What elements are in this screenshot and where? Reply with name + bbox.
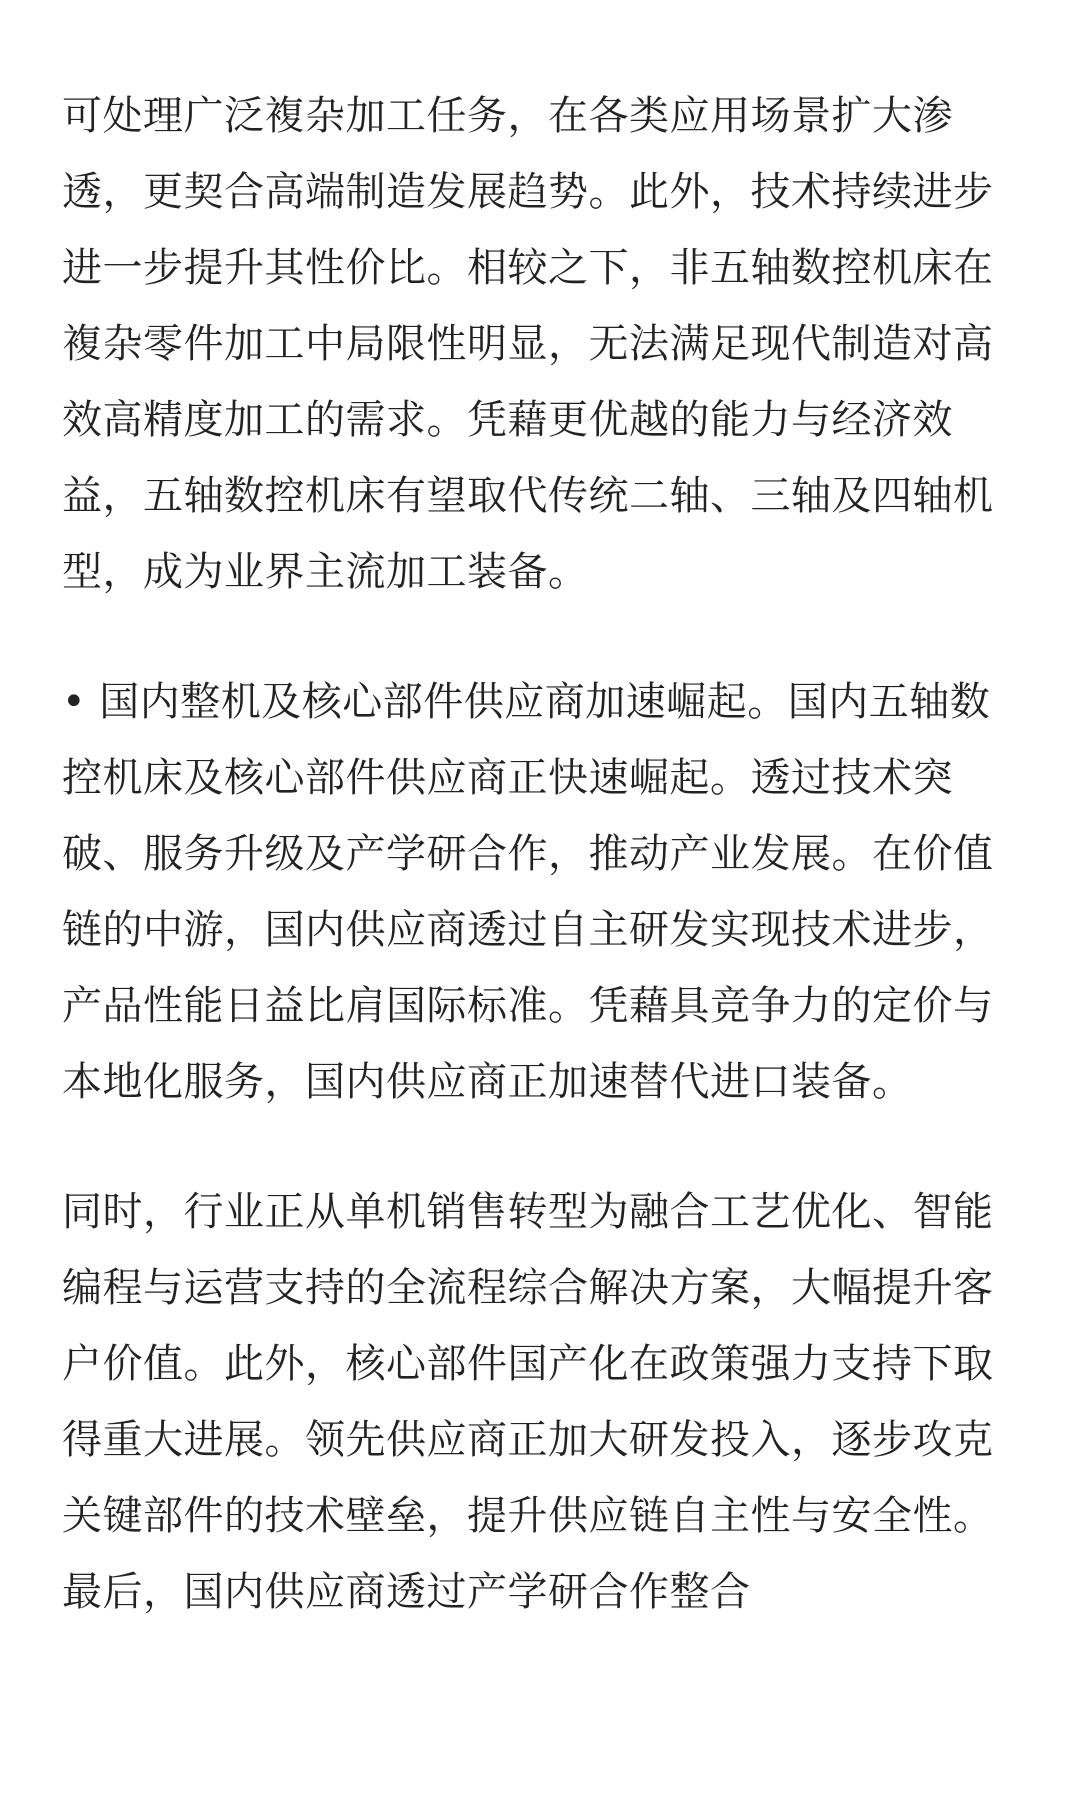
paragraph-five-axis-advantages: 可处理广泛複杂加工任务，在各类应用场景扩大渗透，更契合高端制造发展趋势。此外，技术持续进步进一步提升其性价比。相较之下，非五轴数控机床在複杂零件加工中局限性明显，无法满足现代制造对高效高精度加工的需求。凭藉更优越的能力与经济效益，五轴数控机床有望取代传统二轴、三轴及四轴机型，成为业界主流加工装备。: [62, 93, 994, 595]
paragraph-domestic-suppliers-bullet: • 国内整机及核心部件供应商加速崛起。国内五轴数控机床及核心部件供应商正快速崛起。透过技术突破、服务升级及产学研合作，推动产业发展。在价值链的中游，国内供应商透过自主研发实现技术进步，产品性能日益比肩国际标准。凭藉具竞争力的定价与本地化服务，国内供应商正加速替代进口装备。: [62, 679, 994, 1105]
paragraph-industry-transformation: 同时，行业正从单机销售转型为融合工艺优化、智能编程与运营支持的全流程综合解决方案，大幅提升客户价值。此外，核心部件国产化在政策强力支持下取得重大进展。领先供应商正加大研发投入，逐步攻克关键部件的技术壁垒，提升供应链自主性与安全性。最后，国内供应商透过产学研合作整合: [62, 1189, 994, 1615]
